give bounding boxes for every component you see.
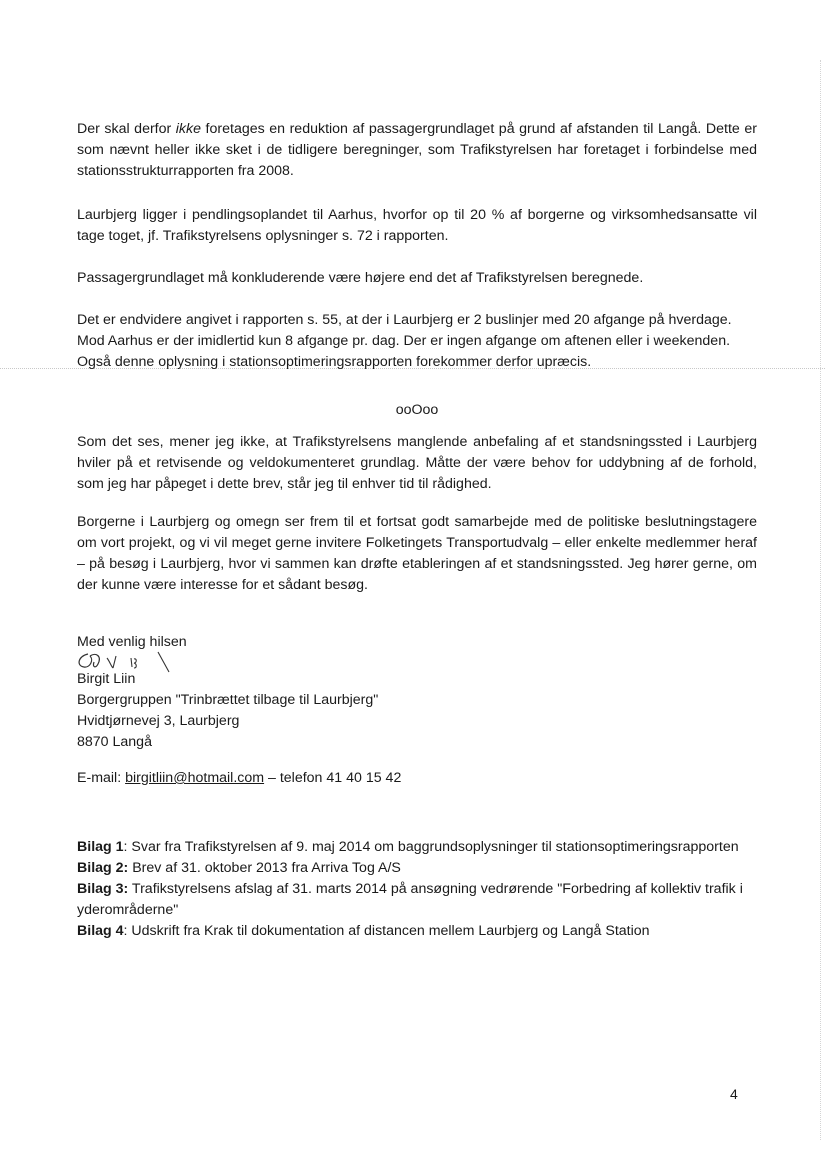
p4-line-3: Også denne oplysning i stationsoptimeringsrapporten forekommer derfor upræcis. <box>77 354 592 370</box>
p3-text: Passagergrundlaget må konkluderende være højere end det af Trafikstyrelsen beregnede. <box>77 270 644 286</box>
attachment-item <box>77 858 757 879</box>
p4-line-1: Det er endvidere angivet i rapporten s. 55, at der i Laurbjerg er 2 buslinjer med 20 afgange på hverdage. <box>77 312 732 328</box>
attachment-text: Brev af 31. oktober 2013 fra Arriva Tog A/S <box>128 860 401 876</box>
page-number: 4 <box>730 1086 738 1102</box>
p1-text-start: Der skal derfor <box>77 121 176 137</box>
paragraph-conclusion <box>77 268 757 289</box>
separator-text: ooOoo <box>395 402 439 418</box>
p5-text: Som det ses, mener jeg ikke, at Trafikstyrelsens manglende anbefaling af et standsningssted i Laurbjerg hviler på et retvisende og veldokumenteret grundlag. Måtte der være behov for uddybning af de forhold, som jeg har påpeget i dette brev, står jeg til enhver tid til rådighed. <box>77 434 757 492</box>
paragraph-distance <box>77 119 757 182</box>
paragraph-commuter-area <box>77 205 757 247</box>
p1-emphasis: ikke <box>175 121 202 137</box>
email-link[interactable]: birgitliin@hotmail.com <box>125 770 265 786</box>
sender-name: Birgit Liin <box>77 671 136 687</box>
attachment-item <box>77 879 757 921</box>
sender-address <box>77 669 757 753</box>
p6-text: Borgerne i Laurbjerg og omegn ser frem til et fortsat godt samarbejde med de politiske beslutningstagere om vort projekt, og vi vil meget gerne invitere Folketingets Transportudvalg – eller enkelte medlemmer heraf – på besøg i Laurbjerg, hvor vi sammen kan drøfte etableringen af et standsningssted. Jeg hører gerne, om der kunne være interesse for et sådant besøg. <box>77 514 757 593</box>
attachments-list <box>77 837 757 942</box>
greeting-text: Med venlig hilsen <box>77 634 187 650</box>
attachment-text: : Udskrift fra Krak til dokumentation af distancen mellem Laurbjerg og Langå Station <box>123 923 650 939</box>
sender-organization: Borgergruppen "Trinbrættet tilbage til Laurbjerg" <box>77 692 379 708</box>
scan-edge-artifact <box>820 60 821 1140</box>
p4-line-2: Mod Aarhus er der imidlertid kun 8 afgange pr. dag. Der er ingen afgange om aftenen eller i weekenden. <box>77 333 731 349</box>
p2-text: Laurbjerg ligger i pendlingsoplandet til Aarhus, hvorfor op til 20 % af borgerne og virksomhedsansatte vil tage toget, jf. Trafikstyrelsens oplysninger s. 72 i rapporten. <box>77 207 757 244</box>
contact-line <box>77 768 757 789</box>
paragraph-bus-lines <box>77 310 757 373</box>
section-separator <box>77 400 757 421</box>
p1-text-end: foretages en reduktion af passagergrundlaget på grund af afstanden til Langå. Dette er som nævnt heller ikke sket i de tidligere beregninger, som Trafikstyrelsen har foretaget i forbindelse med stationsstrukturrapporten fra 2008. <box>77 121 757 179</box>
email-label: E-mail: <box>77 770 126 786</box>
attachment-label: Bilag 1 <box>77 839 124 855</box>
sender-street: Hvidtjørnevej 3, Laurbjerg <box>77 713 240 729</box>
attachment-text: : Svar fra Trafikstyrelsen af 9. maj 2014 om baggrundsoplysninger til stationsoptimeringsrapporten <box>123 839 739 855</box>
attachment-label: Bilag 3: <box>77 881 129 897</box>
attachment-text: Trafikstyrelsens afslag af 31. marts 2014 på ansøgning vedrørende "Forbedring af kollektiv trafik i yderområderne" <box>77 881 743 918</box>
attachment-label: Bilag 4 <box>77 923 124 939</box>
phone-text: – telefon 41 40 15 42 <box>264 770 402 786</box>
attachment-item <box>77 921 757 942</box>
paragraph-invitation <box>77 512 757 596</box>
sender-city: 8870 Langå <box>77 734 152 750</box>
attachment-label: Bilag 2: <box>77 860 129 876</box>
paragraph-summary <box>77 432 757 495</box>
attachment-item <box>77 837 757 858</box>
